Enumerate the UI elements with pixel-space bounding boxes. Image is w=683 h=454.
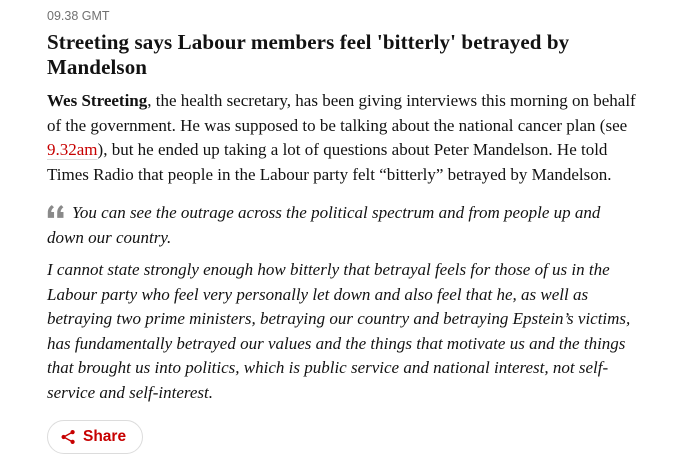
- blockquote: [47, 201, 641, 405]
- quote-text-1: You can see the outrage across the political spectrum and from people up and down our country.: [47, 203, 601, 247]
- quote-icon: [47, 201, 66, 226]
- quote-paragraph-2: I cannot state strongly enough how bitterly that betrayal feels for those of us in the Labour party who feel very personally let down and also feel that he, as well as betraying two prime ministers, betraying our country and betraying Epstein’s victims, has fundamentally betrayed our values and the things that motivate us and the things that brought us into politics, which is public service and national interest, not self-service and self-interest.: [47, 260, 631, 402]
- author-name-bold: Wes Streeting: [47, 91, 148, 110]
- share-button[interactable]: [47, 420, 143, 454]
- post-paragraph: [47, 89, 641, 187]
- share-button-label: Share: [83, 428, 127, 445]
- share-icon: [60, 429, 76, 445]
- post-timestamp: 09.38 GMT: [47, 9, 110, 23]
- post-headline: Streeting says Labour members feel 'bitterly' betrayed by Mandelson: [47, 30, 570, 79]
- paragraph-text-before-link: , the health secretary, has been giving interviews this morning on behalf of the government. He was supposed to be talking about the national cancer plan (see: [47, 91, 636, 135]
- time-anchor-link[interactable]: 9.32am: [47, 140, 98, 159]
- paragraph-text-after-link: ), but he ended up taking a lot of questions about Peter Mandelson. He told Times Radio that people in the Labour party felt “bitterly” betrayed by Mandelson.: [47, 140, 612, 184]
- quote-paragraph-1: [47, 201, 641, 250]
